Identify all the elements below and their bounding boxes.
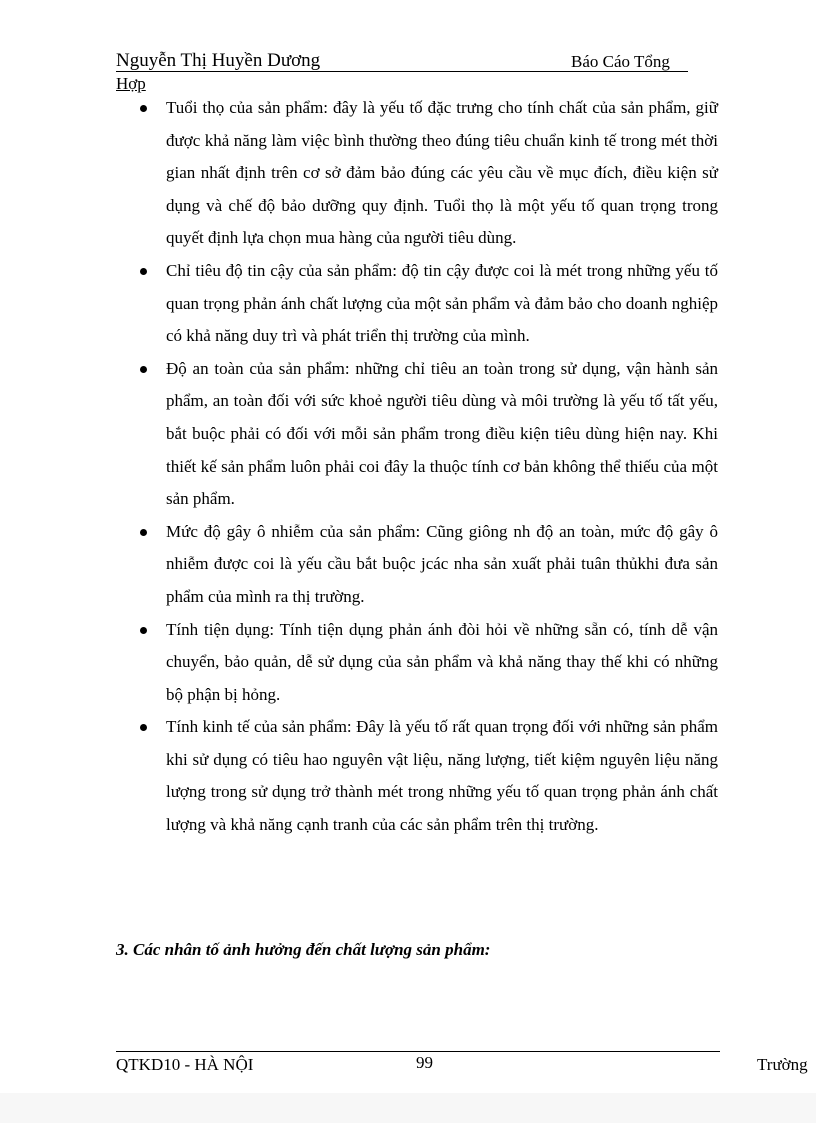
bullet-text: Chỉ tiêu độ tin cậy của sản phẩm: độ tin cậy được coi là mét trong những yếu tố quan trọng phản ánh chất lượng của một sản phẩm và đảm bảo cho doanh nghiệp có khả năng duy trì và phát triển thị trường của mình. [166,260,718,346]
footer-page-number: 99 [416,1053,433,1072]
bullet-dot-icon [140,268,147,275]
header-report-title-wrap: Hợp [116,74,146,93]
bullet-item [138,516,718,614]
header-rule [116,71,688,72]
bullet-text: Độ an toàn của sản phẩm: những chỉ tiêu an toàn trong sử dụng, vận hành sản phẩm, an toàn đối với sức khoẻ người tiêu dùng và môi trường là yếu tố tất yếu, bắt buộc phải có đối với mỗi sản phẩm trong điều kiện tiêu dùng hiện nay. Khi thiết kế sản phẩm luôn phải coi đây la thuộc tính cơ bản không thể thiếu của một sản phẩm. [166,358,718,509]
footer-rule [116,1051,720,1052]
bullet-item [138,92,718,255]
bullet-text: Tính kinh tế của sản phẩm: Đây là yếu tố rất quan trọng đối với những sản phẩm khi sử dụng có tiêu hao nguyên vật liệu, năng lượng, tiết kiệm nguyên liệu năng lượng trong sử dụng trở thành mét trong những yếu tố quan trọng phản ánh chất lượng và khả năng cạnh tranh của các sản phẩm trên thị trường. [166,717,718,835]
bullet-item [138,614,718,712]
bullet-dot-icon [140,724,147,731]
bullet-item [138,255,718,353]
bullet-list [138,92,718,842]
page-header [116,50,692,72]
footer-school-label: Trường [757,1055,808,1074]
section-heading: 3. Các nhân tố ảnh hưởng đến chất lượng sản phẩm: [116,940,491,959]
header-author: Nguyễn Thị Huyền Dương [116,50,321,71]
bullet-text: Tuổi thọ của sản phẩm: đây là yếu tố đặc trưng cho tính chất của sản phẩm, giữ được khả năng làm việc bình thường theo đúng tiêu chuẩn kinh tế trong mét thời gian nhất định trên cơ sở đảm bảo đúng các yêu cầu về mục đích, điều kiện sử dụng và chế độ bảo dưỡng quy định. Tuổi thọ là một yếu tố quan trọng trong quyết định lựa chọn mua hàng của người tiêu dùng. [166,98,718,248]
footer-class-label: QTKD10 - HÀ NỘI [116,1055,254,1074]
bullet-dot-icon [140,105,147,112]
bullet-text: Mức độ gây ô nhiễm của sản phẩm: Cũng giông nh độ an toàn, mức độ gây ô nhiễm được coi là yếu cầu bắt buộc jcác nha sản xuất phải tuân thủkhi đưa sản phẩm của mình ra thị trường. [166,521,718,606]
bullet-dot-icon [140,627,147,634]
bullet-dot-icon [140,529,147,536]
header-report-title: Báo Cáo Tổng [571,52,670,71]
bullet-text: Tính tiện dụng: Tính tiện dụng phản ánh đòi hỏi về những sẵn có, tính dễ vận chuyển, bảo quản, dễ sử dụng của sản phẩm và khả năng thay thế khi có những bộ phận bị hỏng. [166,619,718,704]
page-bottom-band [0,1093,816,1123]
bullet-item [138,353,718,516]
bullet-item [138,711,718,841]
bullet-dot-icon [140,366,147,373]
